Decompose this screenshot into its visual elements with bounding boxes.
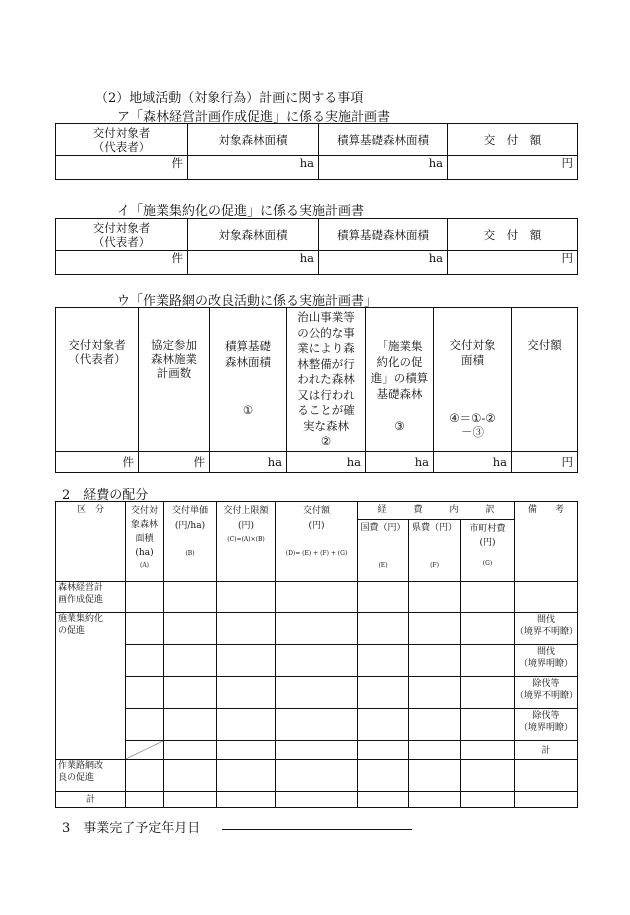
unit-cell: ha bbox=[210, 452, 287, 473]
cell bbox=[276, 645, 358, 677]
section3-title: 3 事業完了予定年月日 bbox=[62, 821, 201, 836]
cell bbox=[409, 741, 461, 760]
cell bbox=[126, 760, 164, 792]
cell bbox=[164, 677, 217, 709]
cell bbox=[217, 709, 276, 741]
cell bbox=[409, 792, 461, 808]
header-plan-count: 協定参加 森林施業 計画数 bbox=[139, 308, 210, 452]
cell bbox=[461, 645, 515, 677]
header-unit-price-symbol: (B) bbox=[185, 550, 195, 557]
cell bbox=[409, 582, 461, 613]
header-consolidation-basis: 「施業集 約化の促 進」の積算 基礎森林 ③ bbox=[366, 308, 434, 452]
note-weeding-clear: 除伐等 （境界明瞭） bbox=[515, 709, 578, 741]
cell bbox=[409, 760, 461, 792]
header-city-label: 市町村費 (円) bbox=[469, 524, 506, 548]
cell bbox=[409, 613, 461, 645]
cell bbox=[409, 645, 461, 677]
cell bbox=[358, 645, 409, 677]
header-amount-formula: (D)= (E) + (F) + (G) bbox=[285, 550, 348, 557]
cell bbox=[461, 582, 515, 613]
table-c bbox=[55, 307, 578, 473]
subsection-a-title: ア「森林経営計画作成促進」に係る実施計画書 bbox=[117, 110, 391, 125]
header-area-symbol: (A) bbox=[139, 562, 149, 569]
unit-cell: ha bbox=[188, 251, 319, 275]
diagonal-line bbox=[126, 741, 163, 759]
subsection-b-title: イ「施業集約化の促進」に係る実施計画書 bbox=[117, 204, 365, 219]
cell bbox=[217, 645, 276, 677]
cell bbox=[276, 760, 358, 792]
section-heading: （2）地域活動（対象行為）計画に関する事項 bbox=[95, 91, 364, 106]
cell bbox=[461, 792, 515, 808]
cell bbox=[126, 792, 164, 808]
cell bbox=[358, 709, 409, 741]
unit-cell: 件 bbox=[56, 251, 188, 275]
cell bbox=[358, 613, 409, 645]
note-thinning-unclear: 間伐 （境界不明瞭） bbox=[515, 613, 578, 645]
cell bbox=[126, 677, 164, 709]
header-recipient: 交付対象者 （代表者） bbox=[56, 308, 139, 452]
header-area-label: 交付対 象森林 面積 (ha) bbox=[130, 506, 158, 558]
cell bbox=[217, 760, 276, 792]
header-national-label: 国費（円） bbox=[360, 523, 406, 533]
header-grant-amount: 交 付 額 bbox=[448, 124, 578, 156]
cell bbox=[164, 709, 217, 741]
unit-cell: 円 bbox=[448, 251, 578, 275]
cell bbox=[164, 645, 217, 677]
cell bbox=[164, 582, 217, 613]
header-recipient: 交付対象者 （代表者） bbox=[56, 219, 188, 251]
cell bbox=[164, 613, 217, 645]
budget-table bbox=[55, 501, 578, 808]
header-unit-price bbox=[164, 502, 217, 582]
header-city bbox=[461, 520, 515, 582]
header-target-area: 交付対象 面積 ④＝①-② －③ bbox=[434, 308, 512, 452]
header-remarks: 備 考 bbox=[515, 502, 578, 582]
cell bbox=[126, 582, 164, 613]
unit-cell: 件 bbox=[56, 156, 188, 180]
row-label-management-plan: 森林経営計 画作成促進 bbox=[56, 582, 126, 613]
header-pref bbox=[409, 520, 461, 582]
cell bbox=[461, 677, 515, 709]
unit-cell: 円 bbox=[448, 156, 578, 180]
cell bbox=[276, 792, 358, 808]
cell bbox=[409, 677, 461, 709]
header-amount bbox=[276, 502, 358, 582]
cell bbox=[461, 709, 515, 741]
cell bbox=[126, 613, 164, 645]
completion-date-line[interactable] bbox=[222, 829, 412, 830]
note-subtotal: 計 bbox=[515, 741, 578, 760]
cell bbox=[126, 709, 164, 741]
unit-cell: 円 bbox=[512, 452, 578, 473]
header-recipient: 交付対象者 （代表者） bbox=[56, 124, 188, 156]
header-city-symbol: (G) bbox=[482, 560, 493, 567]
table-b bbox=[55, 218, 578, 275]
header-basis-area: 積算基礎森林面積 bbox=[319, 219, 448, 251]
header-basis-area: 積算基礎 森林面積 ① bbox=[210, 308, 287, 452]
unit-cell: ha bbox=[366, 452, 434, 473]
cell bbox=[409, 709, 461, 741]
cell bbox=[358, 792, 409, 808]
header-limit bbox=[217, 502, 276, 582]
header-basis-area: 積算基礎森林面積 bbox=[319, 124, 448, 156]
unit-cell: ha bbox=[434, 452, 512, 473]
row-label-consolidation: 施業集約化 の促進 bbox=[56, 613, 126, 760]
cell bbox=[515, 792, 578, 808]
cell bbox=[276, 677, 358, 709]
note-weeding-unclear: 除伐等 （境界不明瞭） bbox=[515, 677, 578, 709]
row-label-road-network: 作業路網改 良の促進 bbox=[56, 760, 126, 792]
header-limit-formula: (C)=(A)×(B) bbox=[227, 536, 265, 543]
cell bbox=[217, 677, 276, 709]
section2-title: 2 経費の配分 bbox=[62, 488, 149, 503]
unit-cell: ha bbox=[319, 251, 448, 275]
unit-cell: 件 bbox=[139, 452, 210, 473]
header-pref-symbol: (F) bbox=[430, 562, 439, 569]
header-national bbox=[358, 520, 409, 582]
header-breakdown: 経 費 内 訳 bbox=[358, 502, 515, 520]
cell bbox=[515, 760, 578, 792]
header-grant-amount: 交付額 bbox=[512, 308, 578, 452]
cell bbox=[461, 613, 515, 645]
cell bbox=[461, 741, 515, 760]
cell bbox=[358, 760, 409, 792]
unit-cell: ha bbox=[287, 452, 366, 473]
cell bbox=[276, 613, 358, 645]
cell bbox=[358, 582, 409, 613]
unit-cell: 件 bbox=[56, 452, 139, 473]
cell bbox=[276, 582, 358, 613]
row-label-total: 計 bbox=[56, 792, 126, 808]
cell bbox=[217, 741, 276, 760]
header-amount-label: 交付額 (円) bbox=[302, 506, 330, 531]
header-pref-label: 県費（円） bbox=[411, 523, 457, 533]
cell bbox=[126, 645, 164, 677]
unit-cell: ha bbox=[188, 156, 319, 180]
header-target-area: 対象森林面積 bbox=[188, 124, 319, 156]
note-thinning-clear: 間伐 （境界明瞭） bbox=[515, 645, 578, 677]
cell bbox=[276, 709, 358, 741]
header-public-project-forest: 治山事業等 の公的な事 業により森 林整備が行 われた森林 又は行われ ることが確 実な森林 ② bbox=[287, 308, 366, 452]
header-area bbox=[126, 502, 164, 582]
subsection-c-title: ウ「作業路網の改良活動に係る実施計画書」 bbox=[117, 294, 378, 309]
cell bbox=[164, 792, 217, 808]
cell bbox=[217, 613, 276, 645]
header-limit-label: 交付上限額 (円) bbox=[223, 506, 269, 531]
header-grant-amount: 交 付 額 bbox=[448, 219, 578, 251]
cell bbox=[217, 792, 276, 808]
cell bbox=[164, 760, 217, 792]
header-kubun: 区 分 bbox=[56, 502, 126, 582]
cell bbox=[217, 582, 276, 613]
table-a bbox=[55, 123, 578, 180]
cell bbox=[276, 741, 358, 760]
unit-cell: ha bbox=[319, 156, 448, 180]
cell bbox=[358, 741, 409, 760]
header-target-area: 対象森林面積 bbox=[188, 219, 319, 251]
cell bbox=[164, 741, 217, 760]
cell bbox=[358, 677, 409, 709]
cell bbox=[461, 760, 515, 792]
header-unit-price-label: 交付単価 (円/ha) bbox=[171, 506, 208, 531]
diagonal-cell bbox=[126, 741, 164, 760]
header-national-symbol: (E) bbox=[378, 562, 388, 569]
cell bbox=[515, 582, 578, 613]
